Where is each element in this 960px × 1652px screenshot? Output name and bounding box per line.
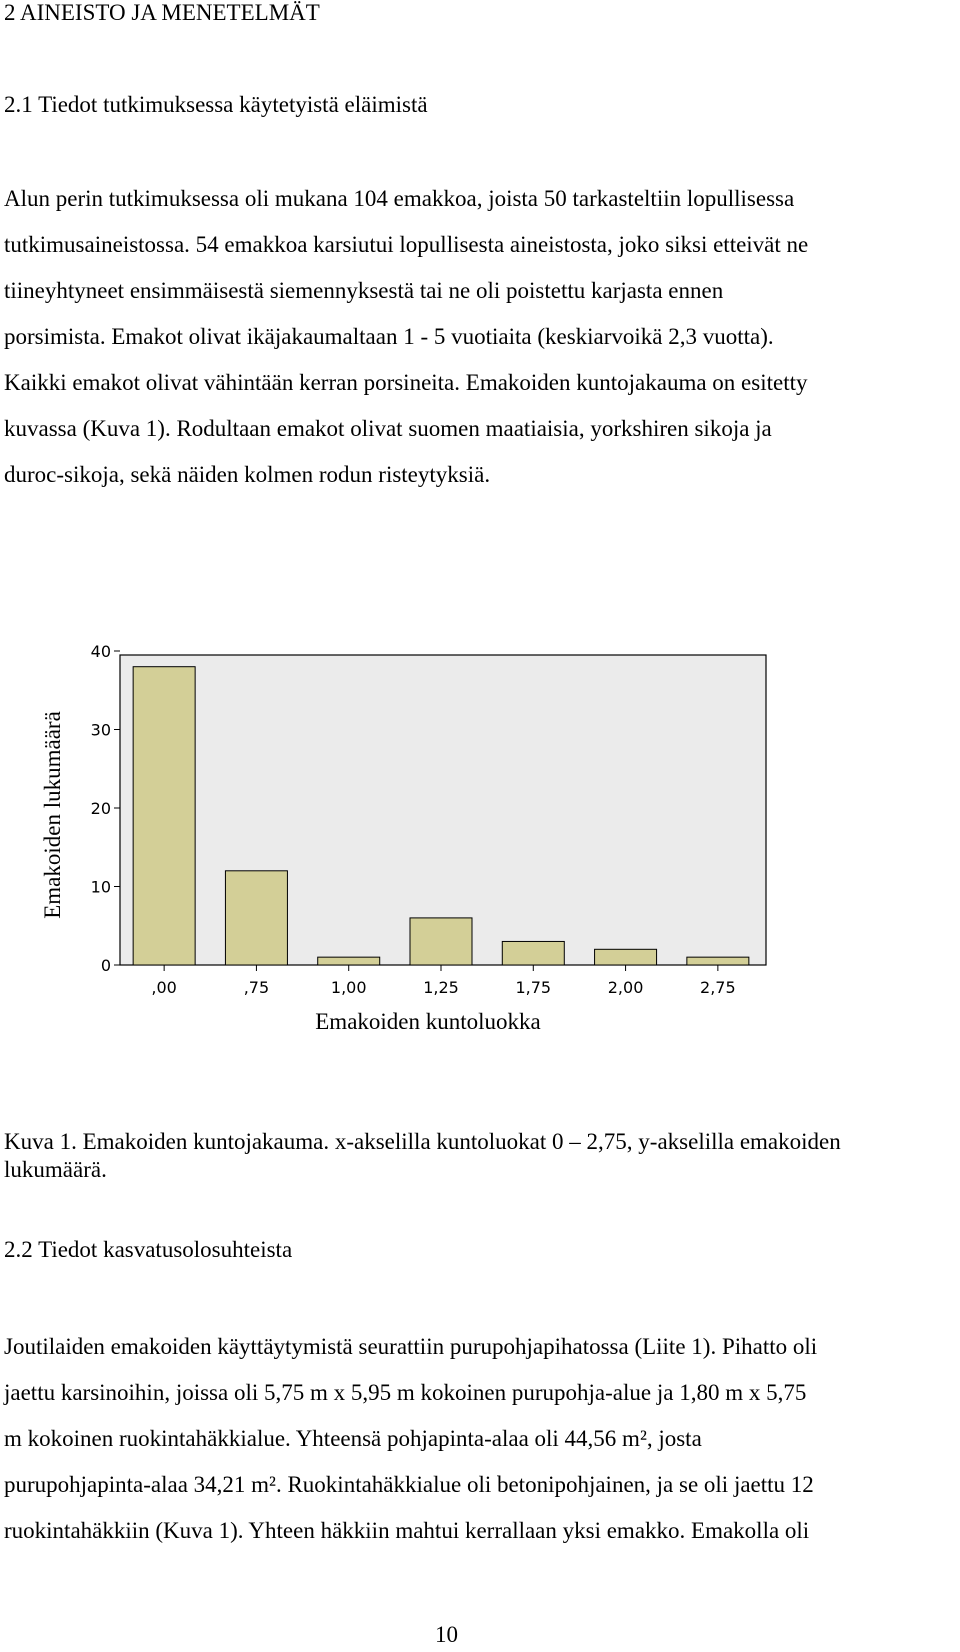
- y-tick-label: 0: [100, 956, 111, 975]
- bar: [595, 949, 657, 965]
- bar: [410, 918, 472, 965]
- bar: [318, 957, 380, 965]
- paragraph-line: duroc-sikoja, sekä näiden kolmen rodun risteytyksiä.: [4, 462, 491, 487]
- y-tick-label: 40: [90, 642, 111, 661]
- paragraph-line: Alun perin tutkimuksessa oli mukana 104 emakkoa, joista 50 tarkasteltiin lopullisessa: [4, 186, 795, 211]
- paragraph-line: Joutilaiden emakoiden käyttäytymistä seurattiin purupohjapihatossa (Liite 1). Pihatto oli: [4, 1334, 818, 1359]
- x-axis-title: Emakoiden kuntoluokka: [315, 1009, 541, 1034]
- y-tick-label: 30: [90, 720, 111, 740]
- y-axis-title: Emakoiden lukumäärä: [40, 711, 65, 919]
- paragraph-line: jaettu karsinoihin, joissa oli 5,75 m x 5,95 m kokoinen purupohja-alue ja 1,80 m x 5,75: [4, 1380, 807, 1405]
- bar: [225, 871, 287, 965]
- section-heading: 2 AINEISTO JA MENETELMÄT: [4, 0, 320, 25]
- paragraph-conditions: [4, 1324, 817, 1554]
- paragraph-line: purupohjapinta-alaa 34,21 m². Ruokintahäkkialue oli betonipohjainen, ja se oli jaettu 12: [4, 1472, 814, 1497]
- bar: [687, 957, 749, 965]
- paragraph-line: m kokoinen ruokintahäkkialue. Yhteensä pohjapinta-alaa oli 44,56 m², josta: [4, 1426, 702, 1451]
- y-tick-label: 10: [90, 877, 111, 897]
- x-tick-label: ,00: [151, 978, 177, 997]
- paragraph-line: Kaikki emakot olivat vähintään kerran porsineita. Emakoiden kuntojakauma on esitetty: [4, 370, 808, 395]
- subsection-heading-animals: 2.1 Tiedot tutkimuksessa käytetyistä eläimistä: [4, 92, 428, 117]
- bar: [133, 667, 195, 965]
- y-tick-label: 20: [90, 799, 111, 818]
- x-tick-label: 2,75: [700, 978, 736, 997]
- subsection-heading-conditions: 2.2 Tiedot kasvatusolosuhteista: [4, 1237, 293, 1262]
- condition-distribution-chart: [0, 642, 960, 1095]
- x-tick-label: 1,75: [515, 978, 552, 997]
- paragraph-line: tiineyhtyneet ensimmäisestä siemennyksestä tai ne oli poistettu karjasta ennen: [4, 278, 724, 303]
- paragraph-line: ruokintahäkkiin (Kuva 1). Yhteen häkkiin mahtui kerrallaan yksi emakko. Emakolla oli: [4, 1518, 810, 1543]
- x-tick-label: 1,00: [330, 978, 367, 997]
- paragraph-animals: [4, 176, 808, 498]
- page-number: 10: [435, 1622, 458, 1647]
- paragraph-line: kuvassa (Kuva 1). Rodultaan emakot olivat suomen maatiaisia, yorkshiren sikoja ja: [4, 416, 772, 441]
- x-tick-label: 2,00: [607, 978, 644, 997]
- bar: [502, 941, 564, 965]
- x-tick-label: ,75: [243, 978, 270, 997]
- paragraph-line: porsimista. Emakot olivat ikäjakaumaltaan 1 - 5 vuotiaita (keskiarvoikä 2,3 vuotta).: [4, 324, 774, 349]
- x-tick-label: 1,25: [423, 978, 459, 997]
- figure-caption: Kuva 1. Emakoiden kuntojakauma. x-akselilla kuntoluokat 0 – 2,75, y-akselilla emakoiden lukumäärä.: [4, 1129, 841, 1182]
- paragraph-line: tutkimusaineistossa. 54 emakkoa karsiutui lopullisesta aineistosta, joko siksi etteivät ne: [4, 232, 809, 257]
